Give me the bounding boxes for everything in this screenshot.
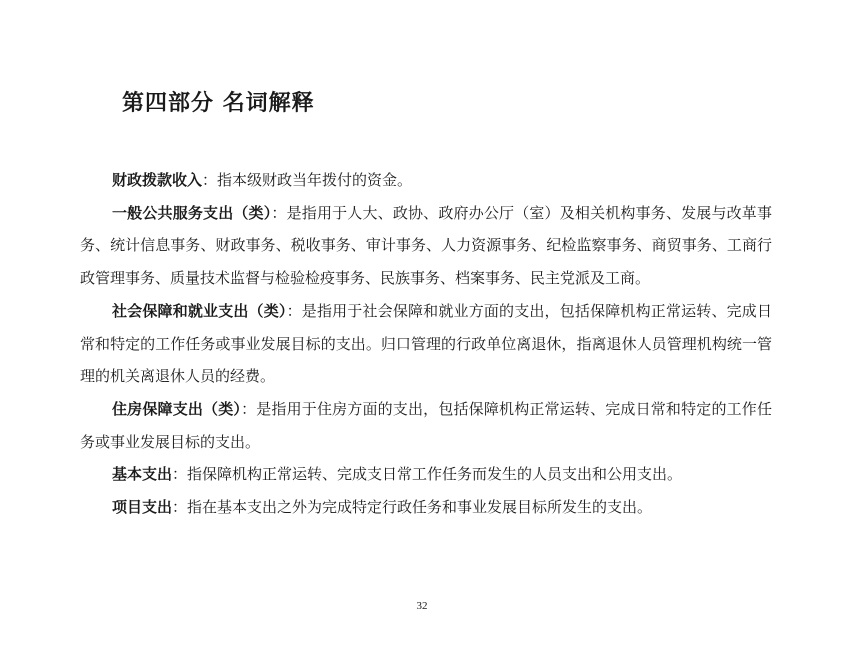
definition-colon: ： xyxy=(271,203,287,222)
definition-colon: ： xyxy=(286,301,302,320)
definition-paragraph-project-expenditure xyxy=(80,491,772,524)
definition-text: 是指用于社会保障和就业方面的支出，包括保障机构正常运转、完成日常和特定的工作任务或事业发展目标的支出。归口管理的行政单位离退休，指离退休人员管理机构统一管理的机关离退休人员的经费。 xyxy=(80,301,772,386)
definition-term: 项目支出 xyxy=(112,498,173,517)
definition-colon: ： xyxy=(241,399,257,418)
definition-paragraph-fiscal-appropriation-income xyxy=(80,164,772,197)
definition-colon: ： xyxy=(202,171,218,189)
page-number: 32 xyxy=(416,600,428,612)
definition-paragraph-basic-expenditure xyxy=(80,458,772,491)
definition-term: 一般公共服务支出（类） xyxy=(112,203,272,222)
definition-term: 住房保障支出（类） xyxy=(112,399,242,418)
definitions-list xyxy=(80,164,772,524)
definition-colon: ： xyxy=(172,465,188,484)
definition-text: 指本级财政当年拨付的资金。 xyxy=(217,171,413,189)
section-heading: 第四部分 名词解释 xyxy=(122,90,315,116)
definition-text: 是指用于人大、政协、政府办公厅（室）及相关机构事务、发展与改革事务、统计信息事务、财政事务、税收事务、审计事务、人力资源事务、纪检监察事务、商贸事务、工商行政管理事务、质量技术监督与检验检疫事务、民族事务、档案事务、民主党派及工商。 xyxy=(80,203,772,288)
definition-paragraph-housing-security xyxy=(80,393,772,458)
definition-term: 基本支出 xyxy=(112,465,173,484)
definition-paragraph-general-public-services xyxy=(80,197,772,295)
definition-text: 指保障机构正常运转、完成支日常工作任务而发生的人员支出和公用支出。 xyxy=(187,465,683,484)
definition-colon: ： xyxy=(172,498,188,517)
definition-text: 是指用于住房方面的支出，包括保障机构正常运转、完成日常和特定的工作任务或事业发展目标的支出。 xyxy=(80,399,772,451)
definition-paragraph-social-security-employment xyxy=(80,295,772,393)
definition-term: 社会保障和就业支出（类） xyxy=(112,301,287,320)
definition-text: 指在基本支出之外为完成特定行政任务和事业发展目标所发生的支出。 xyxy=(187,498,653,517)
definition-term: 财政拨款收入 xyxy=(112,171,203,189)
